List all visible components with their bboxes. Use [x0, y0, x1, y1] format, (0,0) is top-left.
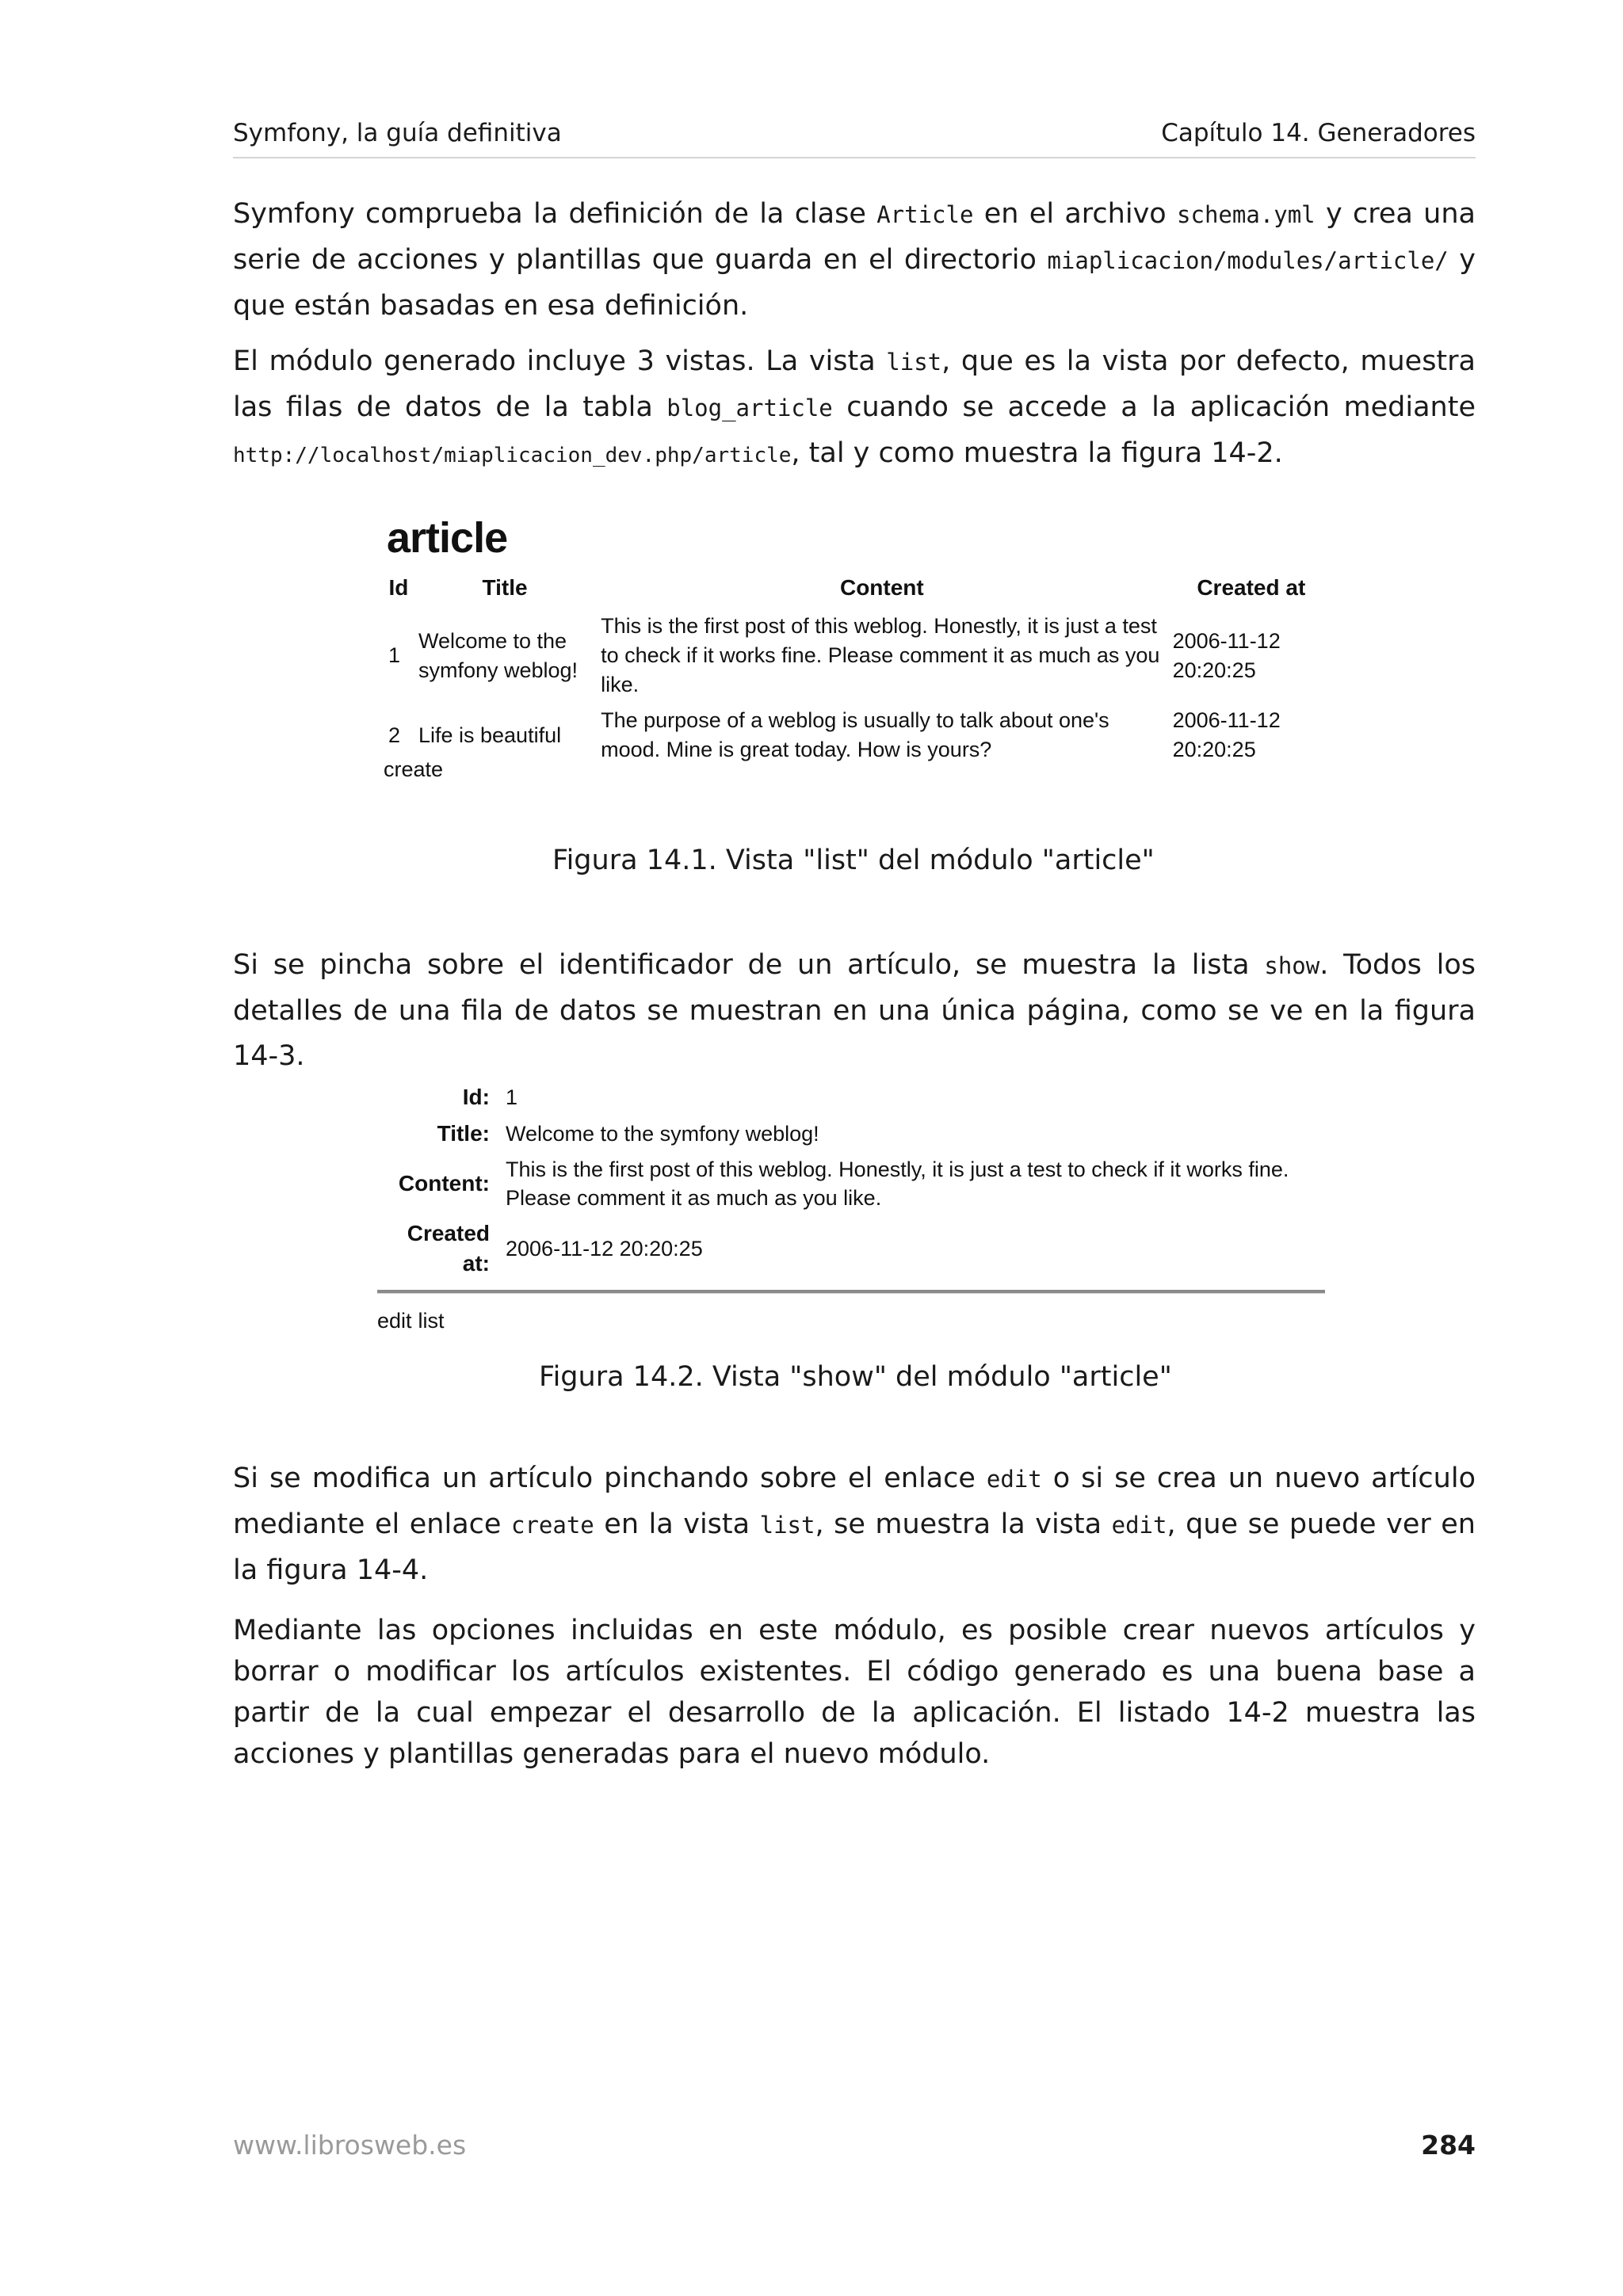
row-content: The purpose of a weblog is usually to talk about one's mood. Mine is great today. How is yours? — [601, 708, 1109, 761]
text: , se muestra la vista — [815, 1508, 1112, 1540]
code-create: create — [510, 1512, 594, 1539]
article-detail-table — [385, 1079, 1301, 1282]
paragraph-3 — [233, 943, 1476, 1079]
table-row — [384, 703, 1335, 768]
field-value: 1 — [506, 1085, 518, 1109]
footer-site: www.librosweb.es — [233, 2130, 467, 2161]
field-label: Id: — [462, 1085, 490, 1109]
row-id-link[interactable]: 2 — [388, 723, 401, 747]
table-row — [384, 608, 1335, 703]
field-value: Welcome to the symfony weblog! — [506, 1122, 819, 1146]
paragraph-1 — [233, 192, 1476, 329]
row-title: Life is beautiful — [418, 723, 562, 747]
detail-links — [377, 1309, 451, 1333]
row-created-at: 2006-11-12 20:20:25 — [1172, 628, 1281, 682]
code-article: Article — [876, 201, 974, 228]
paragraph-2 — [233, 339, 1476, 479]
code-directory: miaplicacion/modules/article/ — [1047, 247, 1449, 274]
article-list-table — [384, 575, 1335, 768]
code-blog-article: blog_article — [666, 395, 833, 421]
table-header-row — [384, 575, 1335, 608]
figure-show-view — [377, 1079, 1360, 1341]
running-header — [233, 119, 1476, 158]
row-content: This is the first post of this weblog. Honestly, it is just a test to check if it works fine. Please comment it as much as you like. — [601, 614, 1160, 696]
chapter-title: Capítulo 14. Generadores — [1161, 119, 1476, 147]
column-header-title: Title — [482, 575, 528, 600]
column-header-content: Content — [839, 575, 924, 600]
text: cuando se accede a la aplicación mediante — [832, 391, 1476, 423]
text: , que se puede ver en la figura 14-4. — [233, 1508, 1476, 1586]
detail-row — [385, 1079, 1301, 1116]
code-url: http://localhost/miaplicacion_dev.php/article — [233, 444, 792, 467]
paragraph-4 — [233, 1456, 1476, 1593]
row-title: Welcome to the symfony weblog! — [418, 628, 579, 682]
text: y crea una serie de acciones y plantillas que guarda en el directorio — [233, 198, 1476, 276]
field-value: 2006-11-12 20:20:25 — [506, 1237, 703, 1261]
detail-row — [385, 1215, 1301, 1282]
code-edit: edit — [986, 1466, 1042, 1493]
create-link[interactable]: create — [384, 757, 444, 781]
text: El módulo generado incluye 3 vistas. La vista — [233, 345, 887, 377]
field-label: Content: — [398, 1171, 490, 1196]
detail-row — [385, 1116, 1301, 1152]
text: y que están basadas en esa definición. — [233, 244, 1476, 322]
field-value: This is the first post of this weblog. Honestly, it is just a test to check if it works fine. Please comment it as much as you like. — [506, 1158, 1289, 1210]
text: Si se modifica un artículo pinchando sobre el enlace — [233, 1463, 987, 1494]
text: , tal y como muestra la figura 14-2. — [791, 437, 1283, 469]
page-number: 284 — [1421, 2130, 1476, 2161]
field-label: Title: — [437, 1121, 490, 1146]
text: Symfony comprueba la definición de la clase — [233, 198, 877, 230]
text: en el archivo — [973, 198, 1178, 230]
book-title: Symfony, la guía definitiva — [233, 119, 562, 147]
row-created-at: 2006-11-12 20:20:25 — [1172, 708, 1281, 761]
field-label: Created at: — [407, 1221, 490, 1276]
text: Si se pincha sobre el identificador de un artículo, se muestra la lista — [233, 949, 1265, 981]
code-edit: edit — [1111, 1512, 1167, 1539]
code-show: show — [1264, 952, 1320, 979]
text: o si se crea un nuevo artículo mediante el enlace — [233, 1463, 1476, 1540]
text: en la vista — [594, 1508, 760, 1540]
column-header-created-at: Created at — [1197, 575, 1306, 600]
text: . Todos los detalles de una fila de datos se muestran en una única página, como se ve en la figura 14-3. — [233, 949, 1476, 1072]
code-list: list — [759, 1512, 815, 1539]
edit-link[interactable]: edit — [377, 1309, 412, 1333]
figure-2-caption: Figura 14.2. Vista "show" del módulo "article" — [539, 1361, 1172, 1393]
column-header-id: Id — [388, 575, 409, 600]
row-id-link[interactable]: 1 — [388, 643, 401, 667]
code-schema-yml: schema.yml — [1177, 201, 1316, 228]
figure-list-view — [384, 513, 1335, 799]
detail-row — [385, 1152, 1301, 1215]
horizontal-rule — [377, 1290, 1325, 1294]
paragraph-5: Mediante las opciones incluidas en este módulo, es posible crear nuevos artículos y borrar o modificar los artículos existentes. El código generado es una buena base a partir de la cual empezar el desarrollo de la aplicación. El listado 14-2 muestra las acciones y plantillas generadas para el nuevo módulo. — [233, 1615, 1476, 1770]
code-list: list — [886, 349, 942, 376]
list-link[interactable]: list — [418, 1309, 445, 1333]
figure-1-caption: Figura 14.1. Vista "list" del módulo "article" — [552, 845, 1155, 876]
figure-list-title: article — [387, 514, 508, 562]
text: , que es la vista por defecto, muestra las filas de datos de la tabla — [233, 345, 1476, 423]
